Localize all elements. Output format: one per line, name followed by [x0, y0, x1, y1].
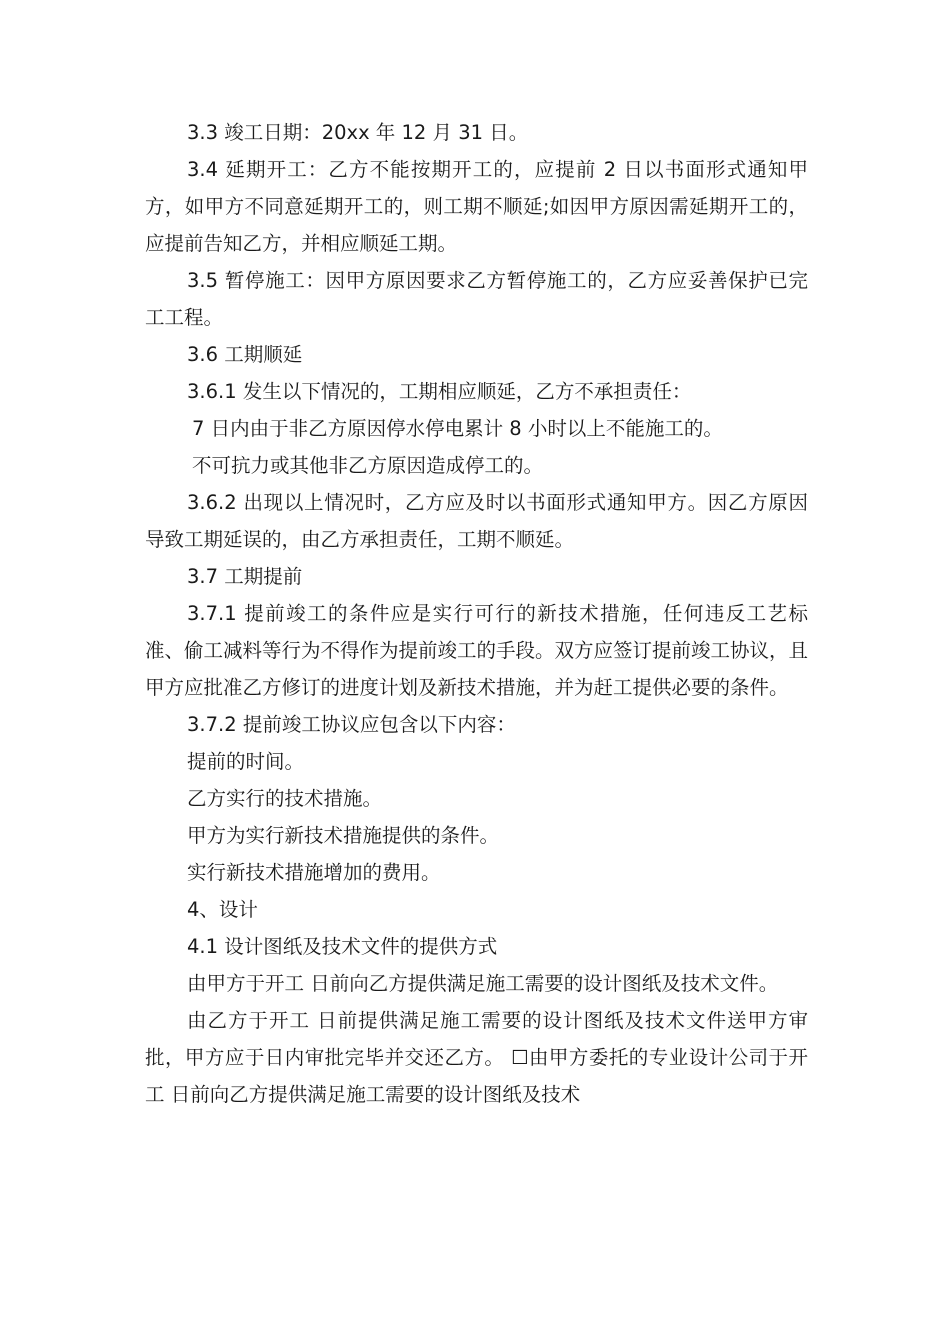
list-item-conditions: 甲方为实行新技术措施提供的条件。: [187, 824, 500, 847]
heading-early-completion: 3.7 工期提前: [187, 565, 303, 588]
paragraph-party-b-provides: 由乙方于开工 日前提供满足施工需要的设计图纸及技术文件送甲方审批，甲方应于日内审批完毕并交还乙方。 ☐由甲方委托的专业设计公司于开工 日前向乙方提供满足施工需要的设计图纸及技术: [145, 1009, 808, 1106]
paragraph-notification: 3.6.2 出现以上情况时，乙方应及时以书面形式通知甲方。因乙方原因导致工期延误的，由乙方承担责任，工期不顺延。: [145, 491, 808, 551]
list-item-power-outage: 7 日内由于非乙方原因停水停电累计 8 小时以上不能施工的。: [192, 417, 723, 440]
list-item-time: 提前的时间。: [187, 750, 305, 773]
paragraph-party-a-provides: 由甲方于开工 日前向乙方提供满足施工需要的设计图纸及技术文件。: [187, 972, 779, 995]
document-body: [145, 114, 808, 1113]
paragraph-agreement-contents: 3.7.2 提前竣工协议应包含以下内容：: [187, 713, 516, 736]
paragraph-delayed-start: 3.4 延期开工：乙方不能按期开工的，应提前 2 日以书面形式通知甲方，如甲方不同意延期开工的，则工期不顺延;如因甲方原因需延期开工的，应提前告知乙方，并相应顺延工期。: [145, 158, 808, 255]
paragraph-suspension: 3.5 暂停施工：因甲方原因要求乙方暂停施工的，乙方应妥善保护已完工工程。: [145, 269, 808, 329]
heading-extension: 3.6 工期顺延: [187, 343, 303, 366]
paragraph-completion-date: 3.3 竣工日期：20xx 年 12 月 31 日。: [187, 121, 529, 144]
list-item-measures: 乙方实行的技术措施。: [187, 787, 383, 810]
list-item-costs: 实行新技术措施增加的费用。: [187, 861, 441, 884]
heading-design: 4、设计: [187, 898, 258, 921]
list-item-force-majeure: 不可抗力或其他非乙方原因造成停工的。: [192, 454, 544, 477]
paragraph-early-completion-conditions: 3.7.1 提前竣工的条件应是实行可行的新技术措施，任何违反工艺标准、偷工减料等行为不得作为提前竣工的手段。双方应签订提前竣工协议，且甲方应批准乙方修订的进度计划及新技术措施，并为赶工提供必要的条件。: [145, 602, 809, 699]
paragraph-extension-conditions: 3.6.1 发生以下情况的，工期相应顺延，乙方不承担责任：: [187, 380, 692, 403]
heading-design-documents: 4.1 设计图纸及技术文件的提供方式: [187, 935, 498, 958]
